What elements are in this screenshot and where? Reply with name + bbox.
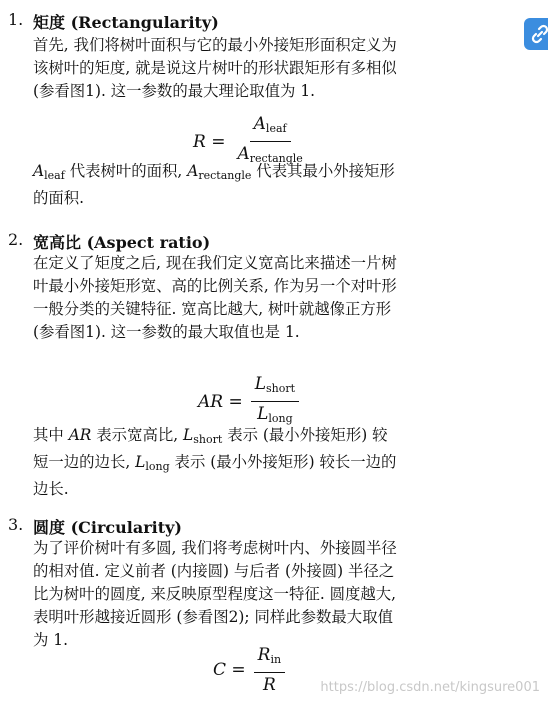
- paragraph: [33, 537, 397, 652]
- text-line: 为 1.: [33, 631, 68, 649]
- text-line: 叶最小外接矩形宽、高的比例关系, 作为另一个对叶形: [33, 277, 397, 295]
- equation-circularity: [213, 645, 285, 695]
- denominator: R: [262, 675, 276, 695]
- item-number: 1.: [8, 10, 24, 29]
- equation-lhs: R =: [193, 131, 226, 152]
- text-line: 为了评价树叶有多圆, 我们将考虑树叶内、外接圆半径: [33, 539, 397, 557]
- text-line: 一般分类的关键特征. 宽高比越大, 树叶就越像正方形: [33, 300, 392, 318]
- text-line: 表明叶形越接近圆形 (参看图2); 同样此参数最大取值: [33, 608, 393, 626]
- paragraph: [33, 252, 397, 344]
- paragraph: [33, 160, 395, 210]
- paragraph: [33, 424, 396, 501]
- text-line: 边长.: [33, 480, 69, 498]
- fraction: [251, 374, 299, 429]
- equation-lhs: AR =: [198, 391, 243, 412]
- equation-lhs: C =: [213, 660, 246, 680]
- numerator: $A_{leaf}$: [250, 114, 291, 142]
- fraction: [254, 645, 285, 695]
- watermark: https://blog.csdn.net/kingsure001: [320, 680, 540, 695]
- equation-aspect-ratio: [198, 374, 299, 429]
- section-title: 宽高比 (Aspect ratio): [33, 233, 211, 252]
- text-line: 的面积.: [33, 189, 85, 207]
- item-number: 3.: [8, 515, 24, 534]
- text-line: (参看图1). 这一参数的最大理论取值为 1.: [33, 82, 316, 100]
- denominator: $L_{long}$: [257, 404, 293, 425]
- link-icon[interactable]: [524, 18, 548, 50]
- text-line: 短一边的边长, $L_{long}$ 表示 (最小外接矩形) 较长一边的: [33, 453, 397, 473]
- section-title: 圆度 (Circularity): [33, 518, 182, 537]
- denominator: $A_{rectangle}$: [237, 144, 303, 165]
- text-line: $A_{leaf}$ 代表树叶的面积, $A_{rectangle}$ 代表其最小外接矩形: [33, 162, 395, 182]
- text-line: 在定义了矩度之后, 现在我们定义宽高比来描述一片树: [33, 254, 397, 272]
- paragraph: [33, 34, 397, 103]
- text-line: 其中 AR 表示宽高比, $L_{short}$ 表示 (最小外接矩形) 较: [33, 426, 388, 446]
- text-line: 该树叶的矩度, 就是说这片树叶的形状跟矩形有多相似: [33, 59, 397, 77]
- text-line: (参看图1). 这一参数的最大取值也是 1.: [33, 323, 300, 341]
- numerator: $L_{short}$: [251, 374, 299, 402]
- item-number: 2.: [8, 230, 24, 249]
- text-line: 比为树叶的圆度, 来反映原型程度这一特征. 圆度越大,: [33, 585, 397, 603]
- numerator: $R_{in}$: [254, 645, 285, 673]
- section-title: 矩度 (Rectangularity): [33, 13, 219, 32]
- text-line: 的相对值. 定义前者 (内接圆) 与后者 (外接圆) 半径之: [33, 562, 395, 580]
- text-line: 首先, 我们将树叶面积与它的最小外接矩形面积定义为: [33, 36, 397, 54]
